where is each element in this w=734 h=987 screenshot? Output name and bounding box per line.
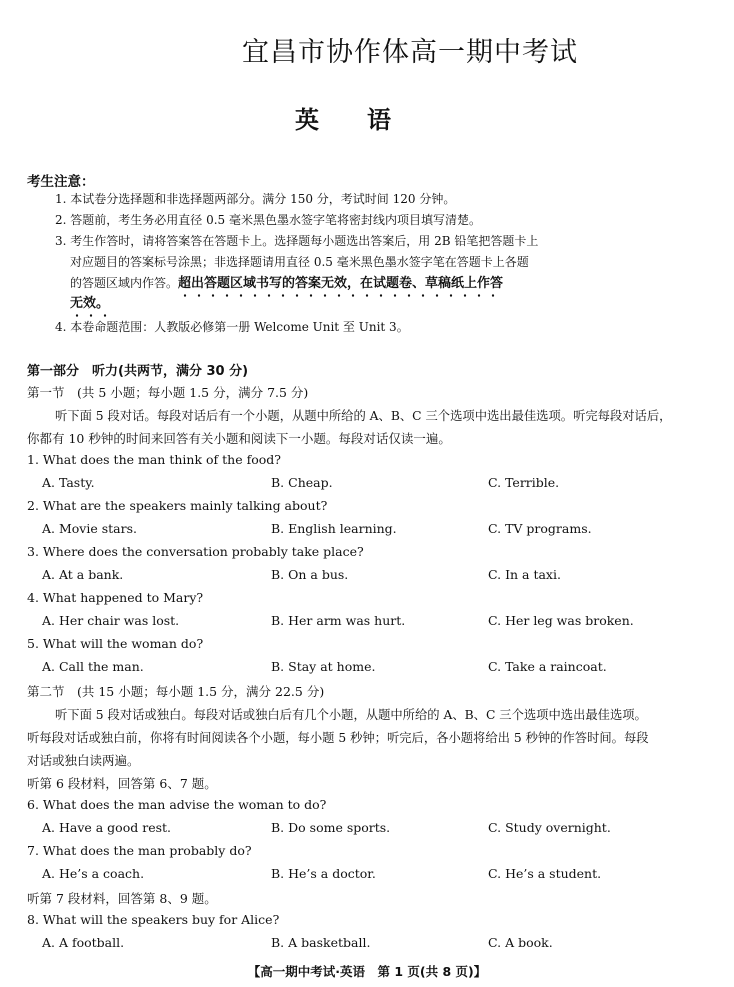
q2-option-c: C. TV programs. — [488, 521, 592, 536]
q1-option-b: B. Cheap. — [271, 475, 333, 490]
q4-option-b: B. Her arm was hurt. — [271, 613, 406, 628]
q5-option-c: C. Take a raincoat. — [488, 659, 607, 674]
q3-option-a: A. At a bank. — [42, 567, 124, 582]
notice-item-4: 4. 本卷命题范围：人教版必修第一册 Welcome Unit 至 Unit 3。 — [55, 320, 409, 334]
question-7: 7. What does the man probably do? — [27, 843, 252, 858]
q4-option-c: C. Her leg was broken. — [488, 613, 634, 628]
q2-option-a: A. Movie stars. — [42, 521, 137, 536]
question-1: 1. What does the man think of the food? — [27, 452, 281, 467]
q7-option-c: C. He’s a student. — [488, 866, 602, 881]
notice-item-2: 2. 答题前，考生务必用直径 0.5 毫米黑色墨水签字笔将密封线内项目填写清楚。 — [55, 213, 481, 227]
question-8: 8. What will the speakers buy for Alice? — [27, 912, 280, 927]
question-4: 4. What happened to Mary? — [27, 590, 204, 605]
notice-item-3-line-4 — [70, 294, 109, 313]
section1-instruction-line-1: 听下面 5 段对话。每段对话后有一个小题，从题中所给的 A、B、C 三个选项中选出最佳选项。听完每段对话后， — [55, 409, 672, 423]
section2-heading: 第二节 (共 15 小题；每小题 1.5 分，满分 22.5 分) — [27, 684, 325, 699]
notice-item-3-line-1: 3. 考生作答时，请将答案答在答题卡上。选择题每小题选出答案后，用 2B 铅笔把答题卡上 — [55, 234, 539, 248]
q6-option-b: B. Do some sports. — [271, 820, 391, 835]
section2-instruction-line-1: 听下面 5 段对话或独白。每段对话或独白后有几个小题，从题中所给的 A、B、C 三个选项中选出最佳选项。 — [55, 708, 647, 722]
section2-instruction-line-2: 听每段对话或独白前，你将有时间阅读各个小题，每小题 5 秒钟；听完后，各小题将给出 5 秒钟的作答时间。每段 — [27, 731, 649, 745]
q1-option-a: A. Tasty. — [42, 475, 95, 490]
exam-title: 宜昌市协作体高一期中考试 — [242, 37, 578, 68]
q8-option-c: C. A book. — [488, 935, 553, 950]
q3-option-b: B. On a bus. — [271, 567, 349, 582]
question-6: 6. What does the man advise the woman to do? — [27, 797, 327, 812]
notice-item-1: 1. 本试卷分选择题和非选择题两部分。满分 150 分，考试时间 120 分钟。 — [55, 192, 456, 206]
q6-option-a: A. Have a good rest. — [42, 820, 171, 835]
section2-instruction-line-3: 对话或独白读两遍。 — [27, 753, 140, 768]
notice-emphasis: 超出答题区域书写的答案无效，在试题卷、草稿纸上作答 — [178, 276, 504, 291]
q7-option-a: A. He’s a coach. — [42, 866, 145, 881]
q7-option-b: B. He’s a doctor. — [271, 866, 376, 881]
q8-option-b: B. A basketball. — [271, 935, 371, 950]
part1-heading: 第一部分 听力(共两节，满分 30 分) — [27, 364, 249, 379]
q3-option-c: C. In a taxi. — [488, 567, 561, 582]
subject-title: 英语 — [295, 106, 439, 134]
q1-option-c: C. Terrible. — [488, 475, 560, 490]
page-footer: 【高一期中考试·英语 第 1 页(共 8 页)】 — [247, 964, 487, 979]
q5-option-b: B. Stay at home. — [271, 659, 376, 674]
notice-item-3-text: 的答题区域内作答。 — [70, 276, 179, 290]
question-2: 2. What are the speakers mainly talking about? — [27, 498, 328, 513]
q6-option-c: C. Study overnight. — [488, 820, 611, 835]
q5-option-a: A. Call the man. — [42, 659, 144, 674]
q8-option-a: A. A football. — [42, 935, 125, 950]
material-6-label: 听第 6 段材料，回答第 6、7 题。 — [27, 776, 217, 791]
section1-heading: 第一节 (共 5 小题；每小题 1.5 分，满分 7.5 分) — [27, 385, 309, 400]
question-5: 5. What will the woman do? — [27, 636, 204, 651]
notice-item-3-line-3 — [70, 274, 503, 293]
material-7-label: 听第 7 段材料，回答第 8、9 题。 — [27, 891, 217, 906]
notice-heading: 考生注意： — [27, 174, 95, 190]
notice-emphasis-end: 无效。 — [70, 296, 110, 311]
q2-option-b: B. English learning. — [271, 521, 397, 536]
question-3: 3. Where does the conversation probably take place? — [27, 544, 364, 559]
section1-instruction-line-2: 你都有 10 秒钟的时间来回答有关小题和阅读下一小题。每段对话仅读一遍。 — [27, 431, 451, 446]
q4-option-a: A. Her chair was lost. — [42, 613, 180, 628]
notice-item-3-line-2: 对应题目的答案标号涂黑；非选择题请用直径 0.5 毫米黑色墨水签字笔在答题卡上各题 — [70, 255, 529, 269]
